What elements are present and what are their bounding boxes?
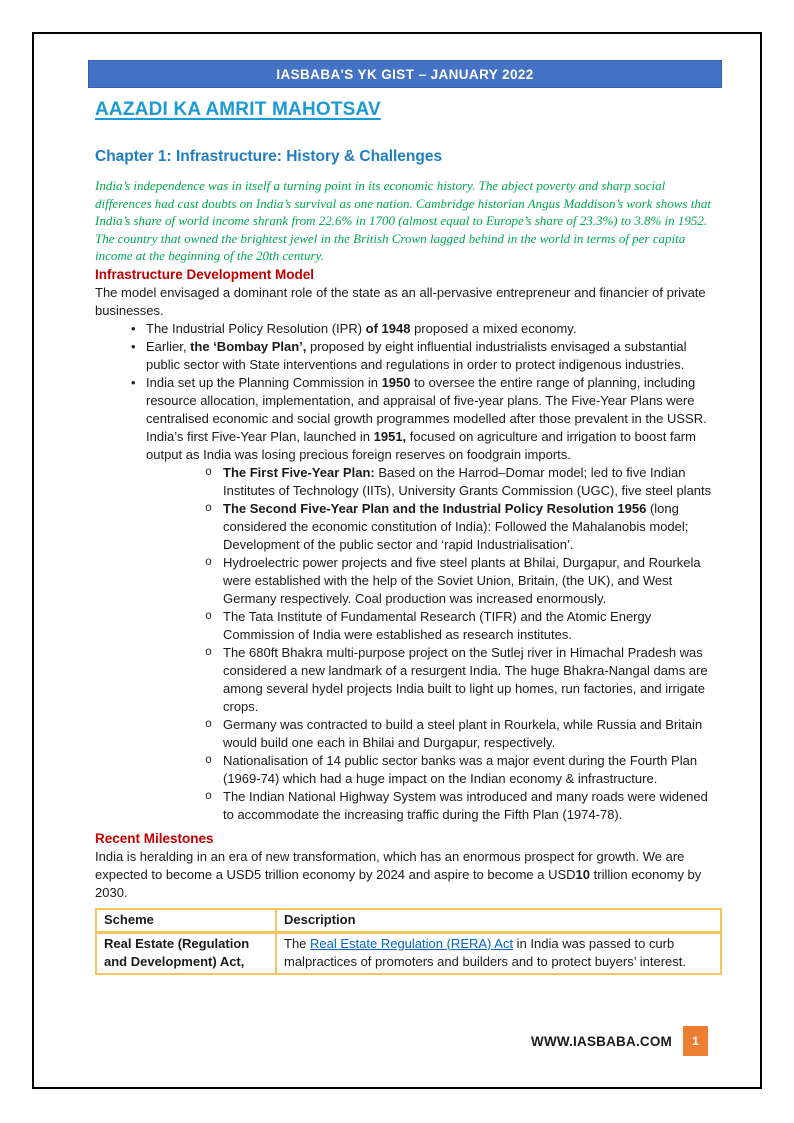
sub-bullet-text: The Second Five-Year Plan and the Industrial Policy Resolution 1956 (long considered the economic constitution of India): Followed the Mahalanobis model; Development of the public sector and ‘rapid Industrialisation’. [223,500,689,552]
website-text: WWW.IASBABA.COM [531,1033,672,1049]
bullet-item [146,338,722,374]
bullet-item [146,320,722,338]
bullet-list [95,320,722,824]
sub-bullet-text: The 680ft Bhakra multi-purpose project on the Sutlej river in Himachal Pradesh was considered a new landmark of a resurgent India. The huge Bhakra-Nangal dams are among several hydel projects India built to light up homes, run factories, and irrigate crops. [223,644,708,714]
sub-bullet-text: The Tata Institute of Fundamental Research (TIFR) and the Atomic Energy Commission of India were established as research institutes. [223,608,652,642]
header-banner-title: IASBABA'S YK GIST – JANUARY 2022 [276,66,534,82]
page-number: 1 [692,1034,699,1048]
bullet-text: Earlier, the ‘Bombay Plan’, proposed by eight influential industrialists envisaged a substantial public sector with State interventions and regulations in order to protect indigenous industries. [146,338,687,372]
section-heading-recent-milestones: Recent Milestones [95,830,214,846]
sub-bullet-item [223,644,722,716]
bullet-item [146,374,722,824]
page-number-badge [683,1026,708,1056]
page-footer [531,1026,708,1056]
sub-bullet-text: Germany was contracted to build a steel plant in Rourkela, while Russia and Britain would build one each in Bhilai and Durgapur, respectively. [223,716,703,750]
section-heading-infrastructure-model: Infrastructure Development Model [95,266,315,282]
sub-bullet-item [223,464,722,500]
milestones-lead-paragraph: India is heralding in an era of new transformation, which has an enormous prospect for growth. We are expected to become a USD5 trillion economy by 2024 and aspire to become a USD10 trillion economy by 2030. [95,848,702,900]
sub-bullet-text: Hydroelectric power projects and five steel plants at Bhilai, Durgapur, and Rourkela were established with the help of the Soviet Union, Britain, (the UK), and West Germany respectively. Coal production was increased enormously. [223,554,701,606]
section-lead-paragraph: The model envisaged a dominant role of the state as an all-pervasive entrepreneur and financier of private businesses. [95,284,706,318]
sub-bullet-text: The First Five-Year Plan: Based on the Harrod–Domar model; led to five Indian Institutes of Technology (IITs), University Grants Commission (UGC), five steel plants [223,464,712,498]
sub-bullet-text: The Indian National Highway System was introduced and many roads were widened to accommodate the increasing traffic during the Fifth Plan (1974-78). [223,788,708,822]
table-header-description: Description [276,909,721,933]
bullet-text: The Industrial Policy Resolution (IPR) of 1948 proposed a mixed economy. [146,320,577,336]
rera-act-link[interactable]: Real Estate Regulation (RERA) Act [310,935,514,951]
sub-bullet-item [223,716,722,752]
sub-bullet-item [223,788,722,824]
table-header-row [96,909,721,933]
table-header-scheme: Scheme [96,909,276,933]
table-cell-scheme: Real Estate (Regulation and Development) Act, [96,932,276,974]
document-content [95,99,722,975]
scheme-table [95,908,722,975]
table-cell-description: The Real Estate Regulation (RERA) Act in India was passed to curb malpractices of promoters and builders and to protect buyers’ interest. [276,932,721,974]
main-title: AAZADI KA AMRIT MAHOTSAV [95,99,381,120]
sub-bullet-item [223,500,722,554]
sub-bullet-item [223,752,722,788]
sub-bullet-list [146,464,722,824]
sub-bullet-text: Nationalisation of 14 public sector banks was a major event during the Fourth Plan (1969-74) which had a huge impact on the Indian economy & infrastructure. [223,752,698,786]
bullet-text: India set up the Planning Commission in 1950 to oversee the entire range of planning, including resource allocation, implementation, and appraisal of five-year plans. The Five-Year Plans were centralised economic and social growth programmes modelled after those prevalent in the USSR. India’s first Five-Year Plan, launched in 1951, focused on agriculture and irrigation to boost farm output as India was losing precious foreign reserves on foodgrain imports. [146,374,707,462]
sub-bullet-item [223,554,722,608]
table-row [96,932,721,974]
chapter-title: Chapter 1: Infrastructure: History & Challenges [95,148,443,165]
header-banner [88,60,722,88]
sub-bullet-item [223,608,722,644]
intro-paragraph: India’s independence was in itself a turning point in its economic history. The abject poverty and sharp social differences had cast doubts on India’s survival as one nation. Cambridge historian Angus Maddison’s work shows that India’s share of world income shrank from 22.6% in 1700 (almost equal to Europe’s share of 23.3%) to 3.8% in 1952. The country that owned the brightest jewel in the British Crown lagged behind in the world in terms of per capita income at the beginning of the 20th century. [95,178,711,263]
